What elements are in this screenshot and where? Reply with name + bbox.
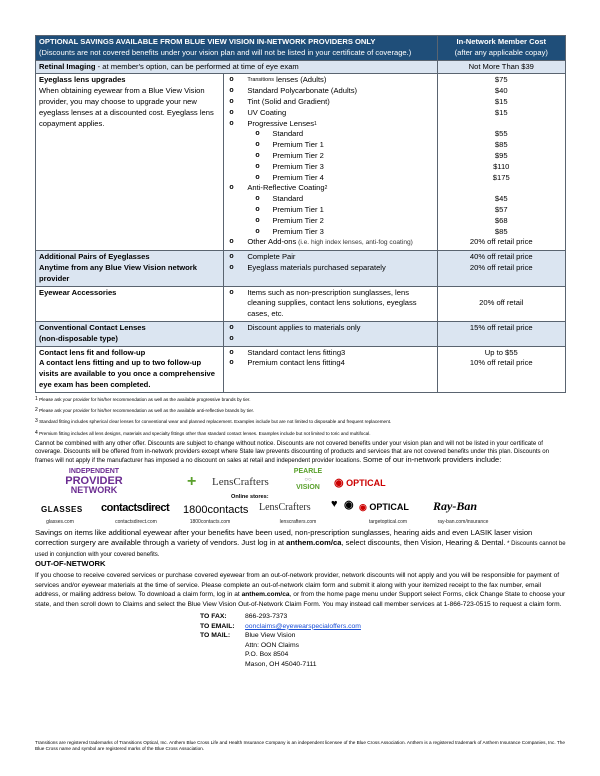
footnote-text: Premium fitting includes all lens designs, materials and specialty fittings other than standard contact lenses. Examples include but not limited to toric and multifocal.	[39, 431, 371, 436]
item-label: Standard Polycarbonate (Adults)	[247, 86, 358, 96]
ipn-logo	[35, 468, 153, 494]
eyeglass-row	[36, 74, 566, 251]
oon-text	[35, 571, 566, 609]
1800contacts-logo: 1800contacts	[183, 504, 249, 516]
pearle-logo-line1: PEARLE	[293, 468, 323, 475]
contactsdirect-caption: contactsdirect.com	[115, 519, 157, 525]
list-item: o Discount applies to materials only	[227, 323, 433, 334]
eyeglass-prices-cell	[437, 74, 565, 251]
contacts-title: Conventional Contact Lenses	[39, 322, 146, 332]
item-label: Standard	[272, 129, 304, 139]
footnote-number: 3	[35, 418, 38, 424]
fitting-items-list	[227, 348, 433, 370]
eyeglass-items-cell	[224, 74, 437, 251]
mail-label: TO MAIL:	[200, 632, 231, 640]
item-note: (i.e. high index lenses, anti-fog coating)	[296, 239, 413, 247]
additional-subtitle: Anytime from any Blue View Vision network provider	[39, 262, 197, 283]
laser-text-a: Savings on items like additional eyewear after your benefits have been used, non-prescription sunglasses, hearing aids and even LASIK laser vision correction surgery are available through a variety of vendors. Just log in at	[35, 528, 533, 547]
price-value: $75	[494, 75, 508, 85]
rayban-caption: ray-ban.com/insurance	[437, 519, 489, 525]
email-link[interactable]: oonclaims@eyewearspecialoffers.com	[245, 622, 361, 630]
fitting-prices-cell	[437, 346, 565, 392]
list-item	[227, 97, 433, 108]
list-item: o Standard contact lens fitting3	[227, 348, 433, 359]
accessories-row	[36, 286, 566, 321]
mail-line: P.O. Box 8504	[245, 651, 289, 659]
list-item	[227, 237, 433, 249]
price-value: $68	[494, 215, 508, 225]
fitting-items-cell	[224, 346, 437, 392]
list-item: o Eyeglass materials purchased separately	[227, 263, 433, 274]
item-label: Premium Tier 1	[272, 204, 324, 214]
list-item	[227, 140, 433, 151]
item-label: UV Coating	[247, 107, 287, 117]
glasses-caption: glasses.com	[46, 519, 74, 525]
list-item	[227, 205, 433, 216]
list-item	[227, 173, 433, 184]
fitting-title: Contact lens fit and follow-up	[39, 347, 146, 357]
list-item	[227, 151, 433, 162]
contactsdirect-logo: contactsdirect	[101, 502, 170, 514]
retinal-cost: Not More Than $39	[437, 60, 565, 74]
footnote-number: 1	[35, 396, 38, 402]
additional-prices-cell	[437, 251, 565, 286]
mail-line: Attn: OON Claims	[245, 641, 300, 649]
pearle-logo: PEARLE ○○ VISION	[283, 468, 333, 492]
item-label: Premium Tier 1	[272, 140, 324, 150]
contacts-items-cell	[224, 321, 437, 346]
footnote-number: 4	[35, 430, 38, 436]
additional-title-cell	[36, 251, 224, 286]
additional-row	[36, 251, 566, 286]
transitions-mark: Transitions	[247, 77, 275, 84]
contacts-subtitle: (non-disposable type)	[39, 333, 118, 343]
lenscrafters-caption: lenscrafters.com	[279, 519, 317, 525]
item-label: Premium Tier 2	[272, 150, 324, 160]
target-optical-logo	[334, 476, 386, 489]
price-value: $110	[493, 161, 510, 171]
price-value: $85	[494, 226, 508, 236]
list-item	[227, 108, 433, 119]
lenscrafters-logo-2: LensCrafters	[259, 502, 311, 513]
footnote-4	[35, 431, 566, 437]
list-item	[227, 162, 433, 173]
price-value: $15	[494, 96, 508, 106]
contacts-row	[36, 321, 566, 346]
ipn-logo-line3: NETWORK	[70, 485, 118, 495]
item-label: Progressive Lenses	[247, 118, 315, 128]
target-caption: targetoptical.com	[368, 519, 408, 525]
price-value: 20% off retail price	[469, 262, 533, 272]
fitting-row	[36, 346, 566, 392]
accessories-items-list	[227, 288, 433, 320]
list-item	[227, 75, 433, 86]
oon-title: OUT-OF-NETWORK	[35, 559, 106, 568]
item-label: Tint (Solid and Gradient)	[247, 96, 330, 106]
target-optical-text: OPTICAL	[346, 478, 386, 488]
rayban-logo: Ray-Ban	[433, 499, 478, 513]
eyeglass-desc: When obtaining eyewear from a Blue View Vision provider, you may choose to upgrade your new eyeglass lenses at a discounted cost. Eyeglass lens copayment applies.	[39, 86, 214, 128]
price-value: $40	[494, 86, 508, 96]
online-store-logos	[35, 497, 566, 527]
additional-items-list	[227, 252, 433, 274]
footnote-3	[35, 419, 566, 425]
price-value: $95	[494, 150, 508, 160]
disclaimer-tail: Some of our in-network providers include:	[362, 455, 502, 464]
footnote-number: 2	[35, 407, 38, 413]
accessories-price: 20% off retail	[437, 286, 565, 321]
item-label: Premium Tier 2	[272, 215, 324, 225]
ipn-logo-line2: PROVIDER	[65, 475, 123, 487]
pearle-logo-line2: VISION	[296, 484, 320, 491]
eye-logo-icon: ◉	[344, 499, 354, 511]
header-subtitle: (Discounts are not covered benefits under your vision plan and will not be listed in your certificate of coverage.)	[39, 47, 412, 57]
list-item	[227, 216, 433, 227]
list-item: o Items such as non-prescription sunglasses, lens cleaning supplies, contact lens solutions, eyeglass cases, etc.	[227, 288, 433, 320]
mail-address	[245, 631, 415, 669]
fax-number: 866-293-7373	[245, 613, 288, 620]
price-value	[441, 183, 562, 194]
online-stores-label: Online stores:	[231, 494, 269, 500]
lenscrafters-logo: LensCrafters	[212, 476, 269, 488]
price-value: 20% off retail price	[469, 237, 533, 247]
list-item	[227, 129, 433, 140]
table-header-row	[36, 36, 566, 61]
accessories-title: Eyewear Accessories	[36, 286, 224, 321]
retinal-label-bold: Retinal Imaging	[39, 61, 96, 71]
heart-logo-icon: ♥	[331, 498, 338, 510]
target-icon: ◉	[334, 477, 344, 489]
list-item	[227, 194, 433, 205]
contacts-price: 15% off retail price	[437, 321, 565, 346]
legal-notice: Transitions are registered trademarks of Transitions Optical, Inc. Anthem Blue Cross Life and Health Insurance Company is an independent licensee of the Blue Cross Association. Anthem is a registered trademark of Anthem Insurance Companies, Inc. The Blue Cross name and symbol are registered marks of the Blue Cross Association.	[35, 740, 565, 752]
price-value: $15	[494, 107, 508, 117]
list-item	[227, 183, 433, 194]
footnote-text: Please ask your provider for his/her recommendation as well as the available progressive brands by tier.	[39, 397, 251, 402]
footnote-1	[35, 397, 566, 403]
list-item	[227, 86, 433, 97]
price-value: $45	[494, 194, 508, 204]
disclaimer-text: Cannot be combined with any other offer. Discounts are subject to change without notice. Discounts are not covered benefits under your vision plan and will not be listed in your certificate of coverage. Discounts will be offered from in-network providers except where State law prevents discounting of products and services that are not covered benefits under this plan. Discounts on frames will not apply if the manufacturer has imposed a no discount on sales at retail and independent provider locations.	[35, 440, 550, 464]
contacts-items-list	[227, 323, 433, 345]
eyeglass-items-list	[227, 75, 433, 249]
price-value: $57	[494, 204, 508, 214]
glasses-logo: GLASSES	[41, 505, 83, 514]
price-value: Up to $55	[484, 347, 518, 357]
item-label: Premium Tier 3	[272, 161, 324, 171]
item-label: Anti-Reflective Coating	[247, 183, 325, 193]
header-title: OPTIONAL SAVINGS AVAILABLE FROM BLUE VIEW VISION IN-NETWORK PROVIDERS ONLY	[39, 37, 376, 46]
mail-line: Mason, OH 45040-7111	[245, 660, 317, 668]
oon-site-link[interactable]: anthem.com/ca	[241, 591, 290, 599]
fax-label: TO FAX:	[200, 613, 227, 620]
list-item-empty	[227, 334, 433, 345]
item-label: Premium Tier 3	[272, 226, 324, 236]
retinal-label-rest: - at member's option, can be performed at time of eye exam	[95, 61, 299, 71]
target-optical-text: OPTICAL	[369, 502, 409, 512]
header-left	[36, 36, 438, 61]
footnote-text: Please ask your provider for his/her recommendation as well as the available anti-reflective brands by tier.	[39, 408, 255, 413]
additional-title: Additional Pairs of Eyeglasses	[39, 252, 150, 262]
header-right	[437, 36, 565, 61]
plus-icon: +	[187, 473, 197, 490]
accessories-items-cell	[224, 286, 437, 321]
target-optical-logo-2	[359, 502, 409, 513]
header-cost-title: In-Network Member Cost	[456, 37, 546, 46]
item-label: lenses (Adults)	[276, 75, 327, 85]
oon-text-a: If you choose to receive covered services or purchase covered eyewear from an out-of-network provider, network discounts will not apply and you will be responsible for payment of services and/or eyewear materials at the time of service. Please complete an out-of-network claim form and submit it along with your itemized receipt to the fax number, email address, or mailing address below. To download a claim form, log in at	[35, 572, 560, 599]
contacts-title-cell	[36, 321, 224, 346]
eyeglass-prices-list	[441, 75, 562, 248]
footnote-ref: 1	[314, 120, 317, 127]
price-value: 10% off retail price	[469, 358, 533, 368]
laser-savings	[35, 528, 566, 560]
footnote-ref: 2	[324, 185, 328, 192]
item-label: Standard	[272, 194, 304, 204]
disclaimer	[35, 440, 566, 465]
additional-items-cell	[224, 251, 437, 286]
ipn-logo-line1: INDEPENDENT	[68, 468, 120, 475]
list-item: o Premium contact lens fitting4	[227, 358, 433, 369]
savings-table	[35, 35, 566, 393]
fitting-title-cell	[36, 346, 224, 392]
price-value: 40% off retail price	[469, 252, 533, 262]
price-value	[441, 119, 562, 130]
laser-note: * Discounts cannot be used in conjunction with your covered benefits.	[35, 541, 566, 558]
item-label: Premium Tier 4	[272, 172, 324, 182]
footnote-2	[35, 408, 566, 414]
header-cost-subtitle: (after any applicable copay)	[454, 47, 548, 57]
oon-text-b: , or from the home page menu under Support select Forms, click Change State to choose your state, and then scroll down to Claims and select the Blue View Vision Out-of-Network Claim Form. You may instead call member services at 1-866-723-0515 to request a claim form.	[35, 591, 566, 608]
email-label: TO EMAIL:	[200, 622, 235, 630]
retinal-row	[36, 60, 566, 74]
price-value: $85	[494, 140, 508, 150]
eyeglass-desc-cell	[36, 74, 224, 251]
eyeglass-title: Eyeglass lens upgrades	[39, 75, 126, 85]
price-value: $55	[494, 129, 508, 139]
list-item	[227, 119, 433, 130]
list-item	[227, 227, 433, 238]
price-value: $175	[492, 172, 510, 182]
laser-site-link[interactable]: anthem.com/ca	[286, 538, 342, 547]
retinal-label	[36, 60, 438, 74]
fitting-desc: A contact lens fitting and up to two follow-up visits are available to you once a comprehensive eye exam has been completed.	[39, 358, 215, 389]
laser-text-b: , select discounts, then Vision, Hearing & Dental.	[341, 538, 506, 547]
mail-line: Blue View Vision	[245, 632, 296, 640]
1800contacts-caption: 1800contacts.com	[189, 519, 231, 525]
target-icon: ◉	[359, 502, 367, 512]
item-label: Other Add-ons	[247, 237, 297, 247]
list-item: o Complete Pair	[227, 252, 433, 263]
footnote-text: Standard fitting includes spherical clear lenses for conventional wear and planned replacement. Examples include but are not limited to disposable and frequent replacement.	[39, 419, 392, 424]
